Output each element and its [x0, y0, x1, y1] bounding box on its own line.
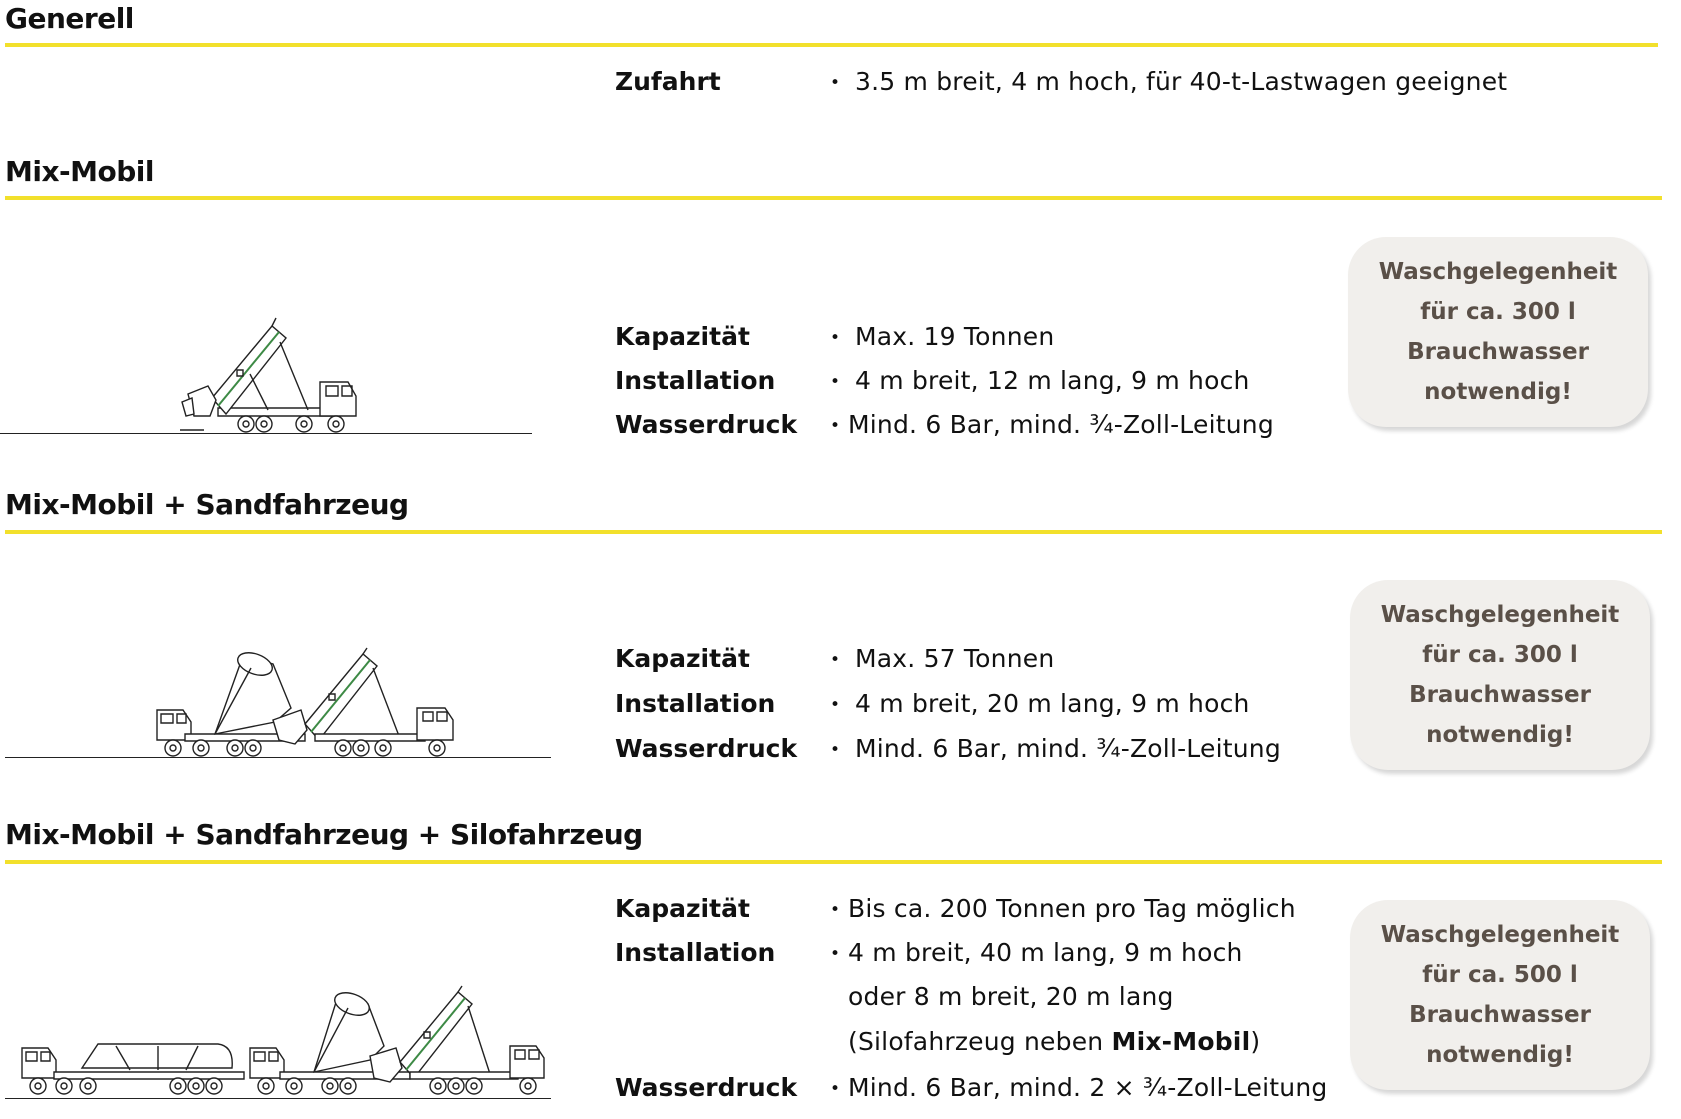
notice-box — [1350, 900, 1650, 1090]
section-divider — [5, 196, 1662, 200]
label-installation: Installation — [615, 366, 776, 395]
bullet: • — [830, 944, 841, 964]
notice-text: Waschgelegenheit für ca. 300 l Brauchwasser notwendig! — [1380, 602, 1620, 748]
value-wasserdruck: Mind. 6 Bar, mind. ¾-Zoll-Leitung — [848, 410, 1274, 439]
notice-text: Waschgelegenheit für ca. 300 l Brauchwasser notwendig! — [1378, 259, 1618, 405]
value-kapazitaet: Max. 19 Tonnen — [855, 322, 1055, 351]
value-zufahrt: 3.5 m breit, 4 m hoch, für 40-t-Lastwagen geeignet — [855, 67, 1508, 96]
bullet: • — [830, 695, 841, 715]
section-divider — [5, 43, 1658, 47]
value-installation-line3-prefix: (Silofahrzeug neben — [848, 1027, 1112, 1056]
label-kapazitaet: Kapazität — [615, 894, 750, 923]
value-installation-line3-bold: Mix-Mobil — [1111, 1027, 1251, 1056]
bullet: • — [830, 900, 841, 920]
section-title-mix-mobil-sand-silo: Mix-Mobil + Sandfahrzeug + Silofahrzeug — [5, 818, 643, 851]
ground-line — [5, 1098, 551, 1099]
notice-box — [1350, 580, 1650, 770]
value-kapazitaet: Max. 57 Tonnen — [855, 644, 1055, 673]
value-kapazitaet: Bis ca. 200 Tonnen pro Tag möglich — [848, 894, 1296, 923]
value-wasserdruck: Mind. 6 Bar, mind. ¾-Zoll-Leitung — [855, 734, 1281, 763]
value-installation: 4 m breit, 20 m lang, 9 m hoch — [855, 689, 1250, 718]
section-divider — [5, 530, 1662, 534]
bullet: • — [830, 740, 841, 760]
value-installation: 4 m breit, 40 m lang, 9 m hoch — [848, 938, 1243, 967]
value-wasserdruck: Mind. 6 Bar, mind. 2 × ¾-Zoll-Leitung — [848, 1073, 1328, 1102]
label-wasserdruck: Wasserdruck — [615, 734, 798, 763]
notice-text: Waschgelegenheit für ca. 500 l Brauchwasser notwendig! — [1380, 922, 1620, 1068]
mix-mobil-truck-icon — [180, 318, 360, 434]
bullet: • — [830, 73, 841, 93]
label-zufahrt: Zufahrt — [615, 67, 721, 96]
bullet: • — [830, 650, 841, 670]
value-installation: 4 m breit, 12 m lang, 9 m hoch — [855, 366, 1250, 395]
label-installation: Installation — [615, 938, 776, 967]
section-title-mix-mobil: Mix-Mobil — [5, 155, 154, 188]
notice-box — [1348, 237, 1648, 427]
bullet: • — [830, 416, 841, 436]
label-wasserdruck: Wasserdruck — [615, 1073, 798, 1102]
value-installation-line3 — [848, 1027, 1260, 1056]
label-kapazitaet: Kapazität — [615, 644, 750, 673]
mix-mobil-sand-trucks-icon — [155, 648, 455, 758]
bullet: • — [830, 372, 841, 392]
bullet: • — [830, 328, 841, 348]
label-kapazitaet: Kapazität — [615, 322, 750, 351]
mix-mobil-sand-silo-trucks-icon — [18, 986, 548, 1098]
section-divider — [5, 860, 1662, 864]
label-installation: Installation — [615, 689, 776, 718]
label-wasserdruck: Wasserdruck — [615, 410, 798, 439]
value-installation-line2: oder 8 m breit, 20 m lang — [848, 982, 1174, 1011]
value-installation-line3-suffix: ) — [1250, 1027, 1261, 1056]
section-title-generell: Generell — [5, 2, 134, 35]
bullet: • — [830, 1079, 841, 1099]
section-title-mix-mobil-sand: Mix-Mobil + Sandfahrzeug — [5, 488, 409, 521]
